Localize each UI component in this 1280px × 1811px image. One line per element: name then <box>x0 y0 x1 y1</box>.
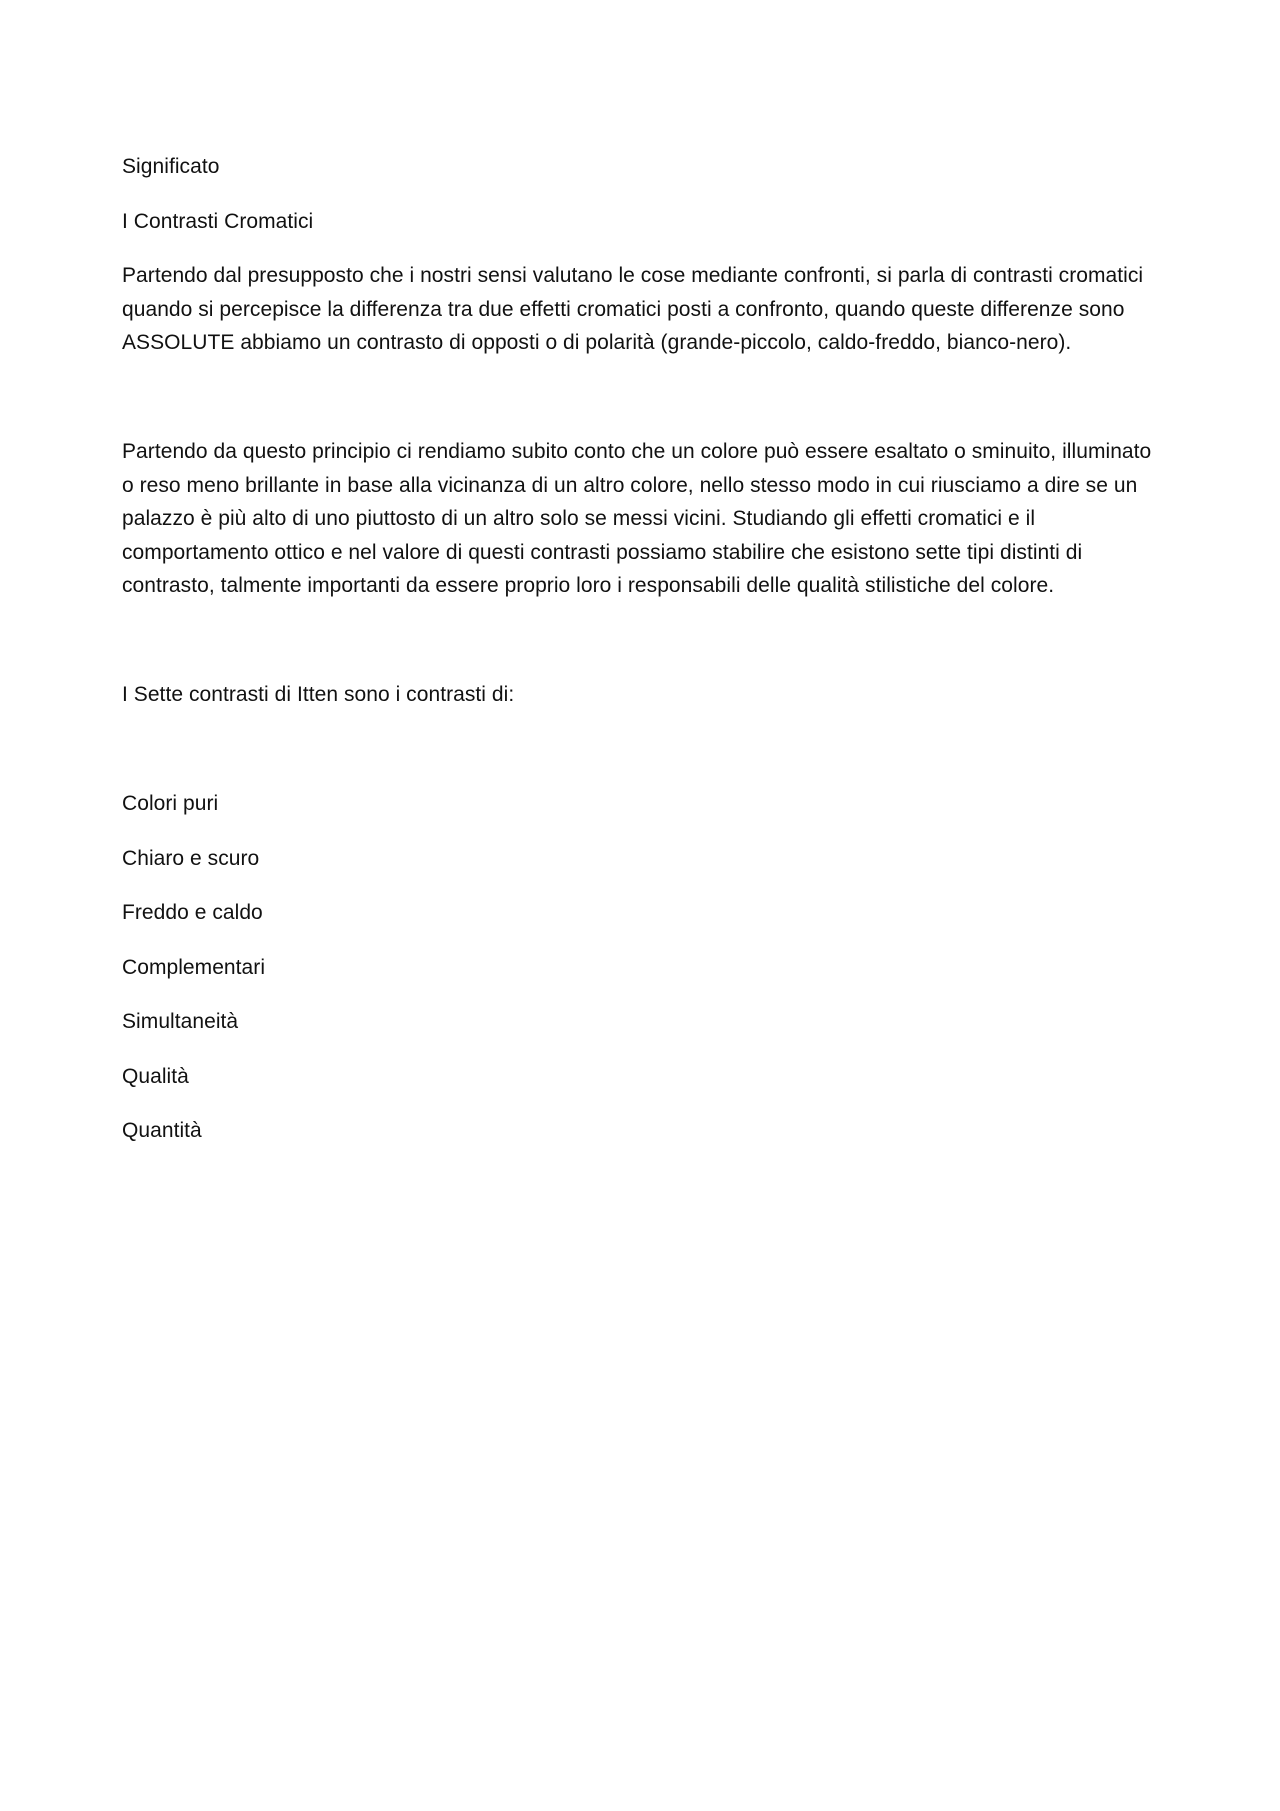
blank-line <box>122 733 1162 788</box>
paragraph-1: Partendo dal presupposto che i nostri sensi valutano le cose mediante confronti, si parla di contrasti cromatici quando si percepisce la differenza tra due effetti cromatici posti a confronto, quando queste differenze sono ASSOLUTE abbiamo un contrasto di opposti o di polarità (grande-piccolo, caldo-freddo, bianco-nero). <box>122 264 1144 354</box>
list-item: Simultaneità <box>122 1010 239 1033</box>
list-item: Colori puri <box>122 792 219 815</box>
document-subheading: I Contrasti Cromatici <box>122 209 314 233</box>
list-item: Freddo e caldo <box>122 901 263 924</box>
document-heading: Significato <box>122 155 220 178</box>
blank-line <box>122 624 1162 679</box>
list-item: Quantità <box>122 1119 202 1142</box>
list-item: Chiaro e scuro <box>122 846 260 870</box>
contrasts-list <box>122 787 1162 1148</box>
document-body <box>122 150 1162 1169</box>
list-intro: I Sette contrasti di Itten sono i contrasti di: <box>122 683 515 706</box>
list-item: Qualità <box>122 1064 189 1088</box>
blank-line <box>122 381 1162 436</box>
paragraph-2: Partendo da questo principio ci rendiamo subito conto che un colore può essere esaltato o sminuito, illuminato o reso meno brillante in base alla vicinanza di un altro colore, nello stesso modo in cui riusciamo a dire se un palazzo è più alto di uno piuttosto di un altro solo se messi vicini. Studiando gli effetti cromatici e il comportamento ottico e nel valore di questi contrasti possiamo stabilire che esistono sette tipi distinti di contrasto, talmente importanti da essere proprio loro i responsabili delle qualità stilistiche del colore. <box>122 440 1152 597</box>
list-item: Complementari <box>122 955 266 979</box>
